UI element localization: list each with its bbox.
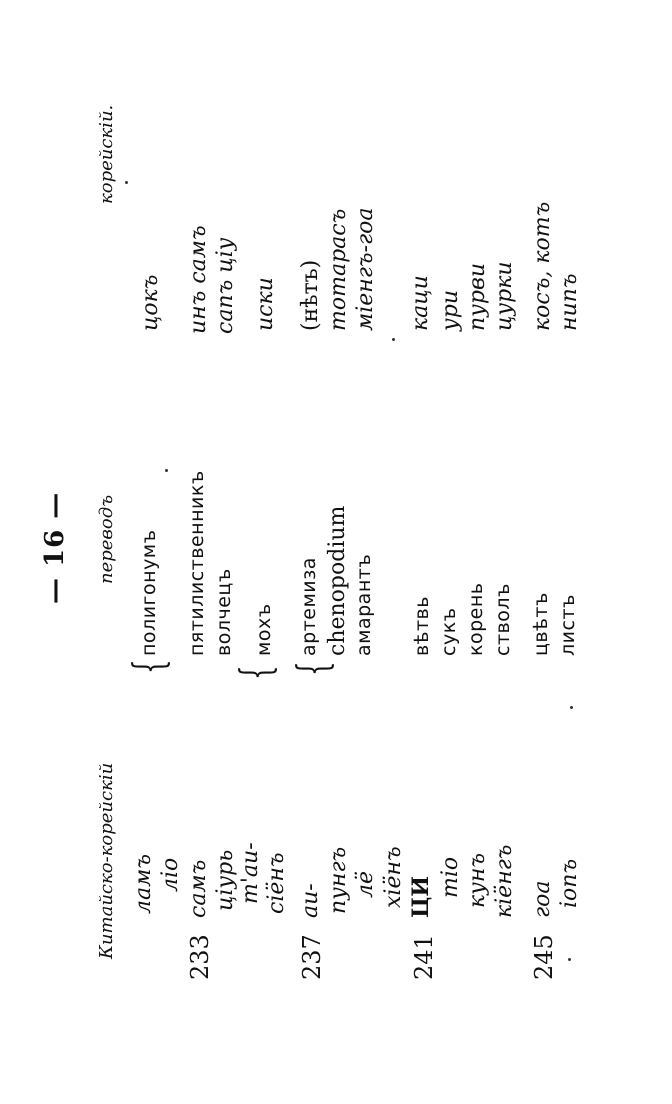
sino-korean-word: сiёнъ	[264, 852, 289, 914]
korean-word: инъ самъ	[186, 225, 211, 334]
russian-word: листъ	[557, 594, 579, 656]
korean-word: косъ, котъ	[530, 201, 555, 331]
korean-word: тотарасъ	[326, 208, 351, 331]
russian-word: мохъ	[253, 603, 275, 656]
entry-number: 245	[530, 934, 558, 980]
russian-word: вѣтвь	[411, 596, 433, 656]
korean-word: (нѣтъ)	[298, 259, 323, 331]
ink-spot	[165, 469, 168, 472]
sino-korean-word: ламъ	[131, 853, 156, 914]
page-number: — 16 —	[40, 491, 70, 604]
sino-korean-word: iопъ	[557, 858, 582, 908]
korean-word: цурки	[492, 261, 517, 331]
russian-word: пятилиственникъ	[186, 470, 208, 656]
sino-korean-word: аи-	[298, 883, 323, 918]
brace-icon: {	[231, 665, 280, 680]
sino-korean-word: пунгъ	[326, 846, 351, 914]
ink-spot	[392, 338, 395, 341]
korean-word: каци	[408, 275, 433, 331]
russian-word: chenopodium	[325, 505, 350, 656]
header-sino-korean: Китайско-корейскій	[96, 762, 117, 959]
korean-word: иски	[253, 277, 278, 331]
korean-word: цокъ	[138, 274, 163, 331]
sino-korean-word: ліо	[158, 857, 183, 892]
entry-number: 233	[186, 934, 214, 980]
russian-word: корень	[465, 582, 487, 656]
brace-icon: {	[288, 661, 337, 676]
sino-korean-word: хiёнъ	[381, 846, 406, 908]
entry-number: 237	[298, 934, 326, 980]
sino-korean-word: т'аи-	[238, 842, 263, 904]
sino-korean-word: кiёнгъ	[492, 844, 517, 918]
russian-word: волчецъ	[213, 568, 235, 656]
korean-word: нипъ	[557, 273, 582, 331]
russian-word: цвѣтъ	[530, 592, 552, 656]
russian-word: полигонумъ	[138, 529, 160, 656]
header-korean: корейскій.	[96, 104, 117, 204]
ink-spot	[568, 958, 571, 961]
korean-word: пурви	[465, 263, 490, 331]
brace-icon: {	[124, 659, 173, 674]
sino-korean-word: ЦИ	[408, 875, 434, 918]
header-translation: переводъ	[96, 494, 117, 584]
ink-spot	[125, 181, 128, 184]
sino-korean-word: тiо	[438, 856, 463, 898]
sino-korean-word: кунъ	[465, 852, 490, 908]
russian-word: артемиза	[298, 557, 320, 656]
sino-korean-word: самъ	[186, 859, 211, 918]
sino-korean-word: лё	[353, 870, 378, 898]
korean-word: сапъ цiу	[213, 237, 238, 334]
entry-number: 241	[410, 934, 438, 980]
sino-korean-word: гоа	[530, 880, 555, 918]
russian-word: стволъ	[492, 583, 514, 656]
korean-word: ури	[438, 289, 463, 331]
sino-korean-word: цiурь	[213, 849, 238, 911]
korean-word: мiенгъ-гоа	[353, 207, 378, 331]
russian-word: амарантъ	[353, 553, 375, 656]
russian-word: сукъ	[438, 607, 460, 656]
ink-spot	[570, 706, 573, 709]
